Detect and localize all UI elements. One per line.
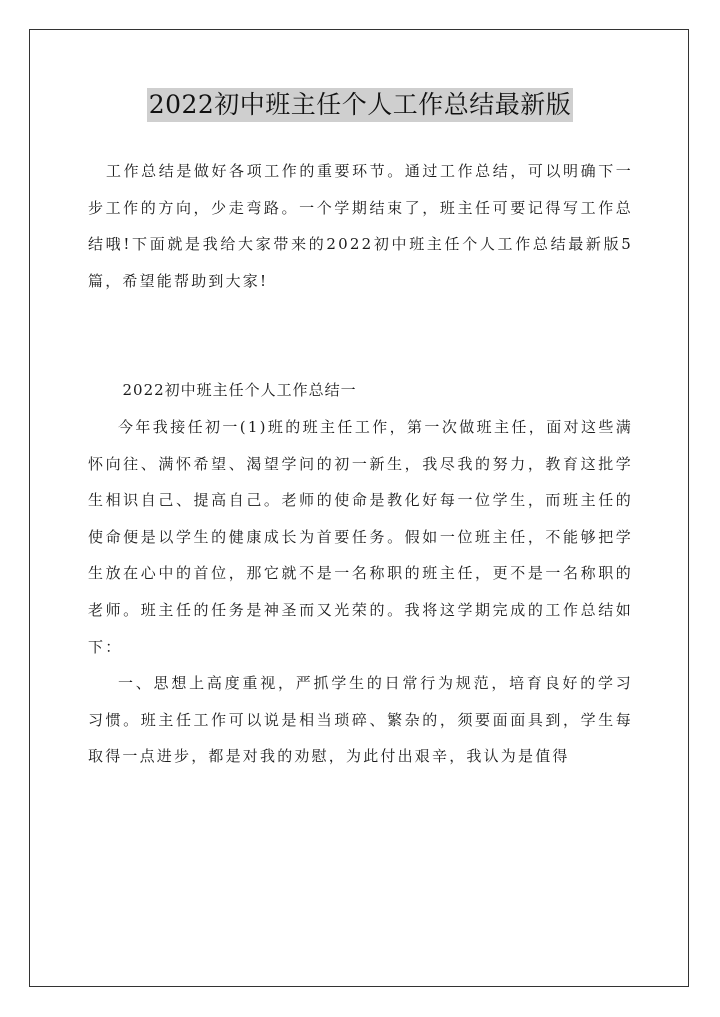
document-title: 2022初中班主任个人工作总结最新版 xyxy=(147,88,574,122)
section-heading: 2022初中班主任个人工作总结一 xyxy=(122,381,357,400)
body-paragraph: 今年我接任初一(1)班的班主任工作，第一次做班主任，面对这些满怀向往、满怀希望、渴望学问的初一新生，我尽我的努力，教育这批学生相识自己、提高自己。老师的使命是教化好每一位学生，而班主任的使命便是以学生的健康成长为首要任务。假如一位班主任，不能够把学生放在心中的首位，那它就不是一名称职的班主任，更不是一名称职的老师。班主任的任务是神圣而又光荣的。我将这学期完成的工作总结如下： xyxy=(88,417,633,656)
document-body xyxy=(88,153,633,775)
title-container xyxy=(0,88,720,122)
section-spacer xyxy=(88,299,633,372)
body-paragraph: 一、思想上高度重视，严抓学生的日常行为规范，培育良好的学习习惯。班主任工作可以说是相当琐碎、繁杂的，须要面面具到，学生每取得一点进步，都是对我的劝慰，为此付出艰辛，我认为是值得 xyxy=(88,674,633,766)
intro-paragraph: 工作总结是做好各项工作的重要环节。通过工作总结，可以明确下一步工作的方向，少走弯路。一个学期结束了，班主任可要记得写工作总结哦!下面就是我给大家带来的2022初中班主任个人工作总结最新版5篇，希望能帮助到大家! xyxy=(88,162,633,290)
